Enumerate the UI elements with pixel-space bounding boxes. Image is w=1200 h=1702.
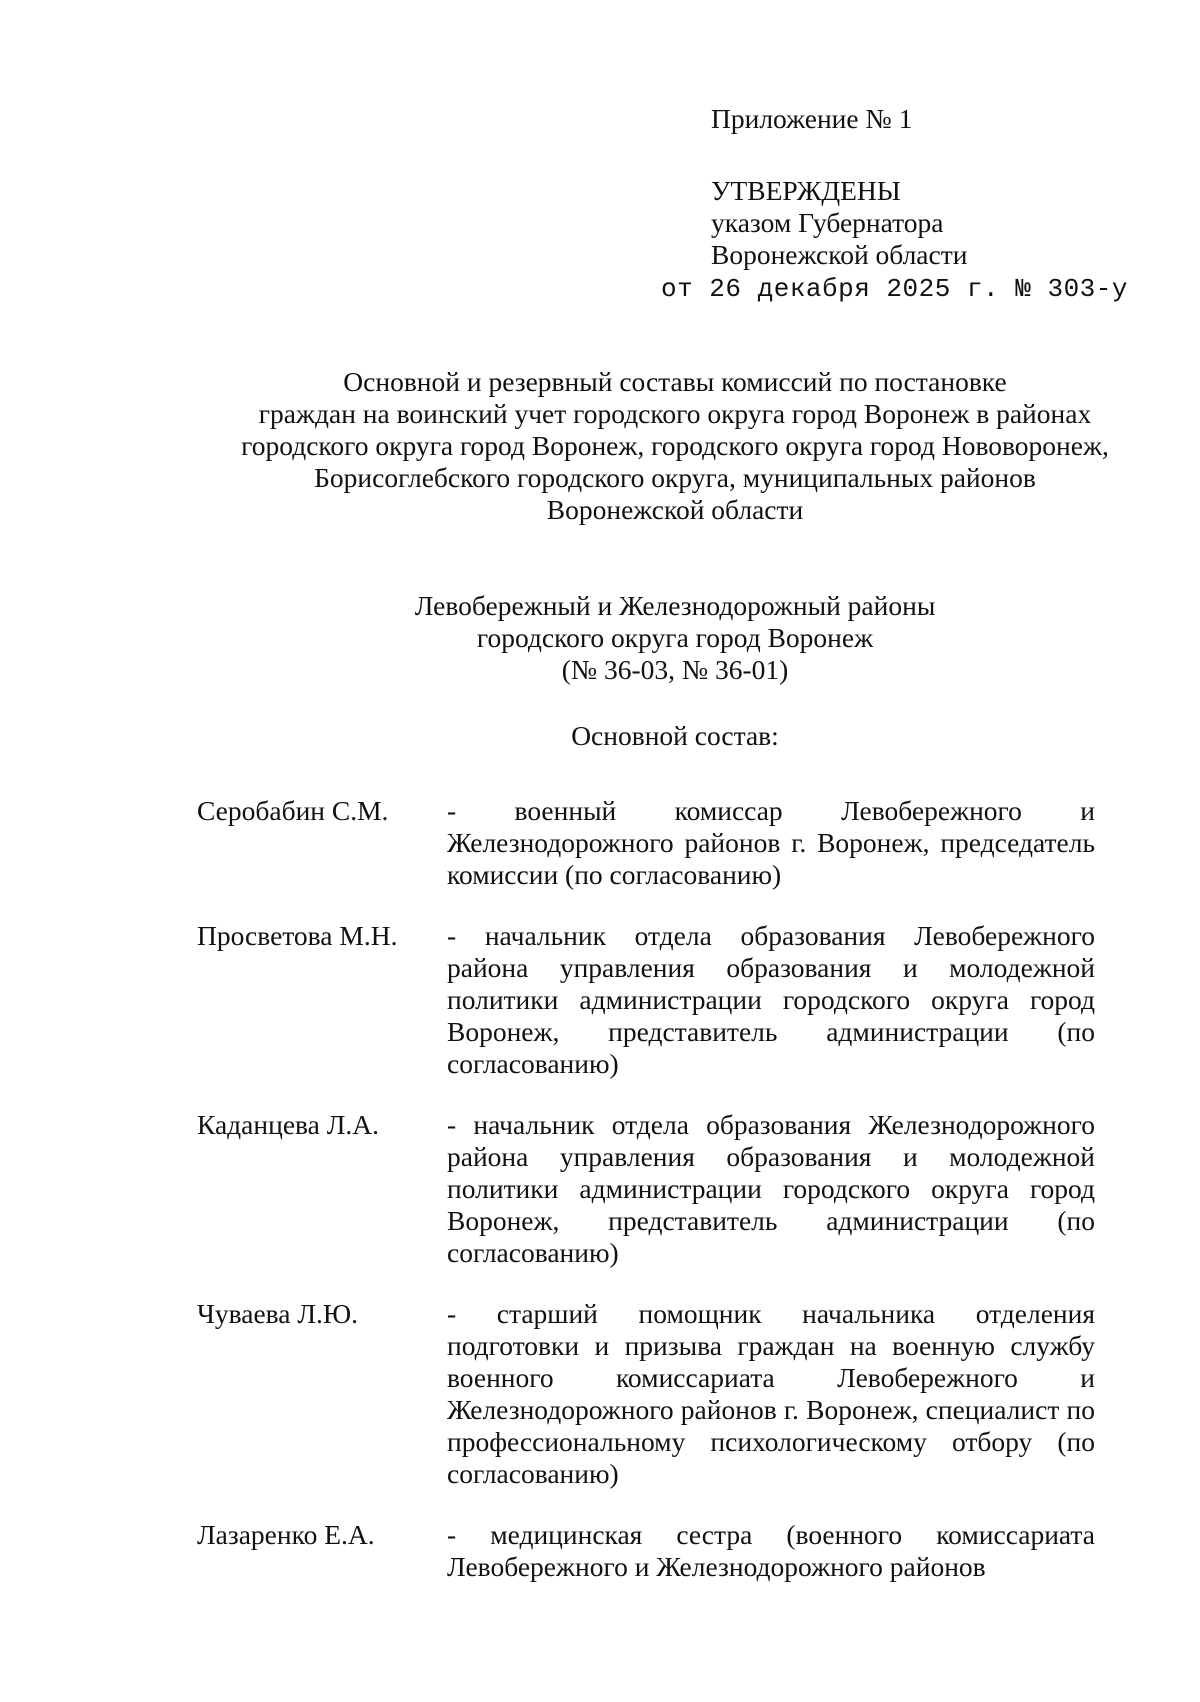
member-name: Просветова М.Н. xyxy=(197,920,398,951)
composition-heading: Основной состав: xyxy=(571,720,779,751)
member-role: - старший помощник начальника отделения подготовки и призыва граждан на военную службу военного комиссариата Левобережного и Железнодорожного районов г. Воронеж, специалист по профессиональному психологическому отбору (по согласованию) xyxy=(447,1298,1095,1489)
title-line: Борисоглебского городского округа, муниципальных районов xyxy=(314,462,1036,493)
document-title xyxy=(200,366,1150,526)
decree-issuer-line2: Воронежской области xyxy=(711,239,968,270)
member-row xyxy=(197,1109,1097,1269)
decree-issuer-line1: указом Губернатора xyxy=(711,207,944,238)
member-row xyxy=(197,1519,1097,1583)
title-line: Воронежской области xyxy=(546,494,804,525)
member-row xyxy=(197,1298,1097,1490)
title-line: городского округа город Воронеж, городского округа город Нововоронеж, xyxy=(241,430,1109,461)
member-row xyxy=(197,795,1097,891)
member-name: Лазаренко Е.А. xyxy=(197,1519,375,1550)
member-row xyxy=(197,920,1097,1080)
district-line: городского округа город Воронеж xyxy=(476,622,874,653)
member-role: - военный комиссар Левобережного и Железнодорожного районов г. Воронеж, председатель комиссии (по согласованию) xyxy=(447,795,1095,890)
member-role: - медицинская сестра (военного комиссариата Левобережного и Железнодорожного районов xyxy=(447,1519,1095,1582)
approved-stamp-text: УТВЕРЖДЕНЫ xyxy=(711,175,901,206)
district-heading xyxy=(330,590,1020,686)
approval-block xyxy=(661,103,1131,305)
title-line: Основной и резервный составы комиссий по постановке xyxy=(343,366,1007,397)
appendix-label: Приложение № 1 xyxy=(711,103,913,134)
district-codes: (№ 36-03, № 36-01) xyxy=(561,654,789,685)
district-line: Левобережный и Железнодорожный районы xyxy=(414,590,936,621)
decree-date: от 26 декабря 2025 г. № 303-у xyxy=(661,274,1128,304)
member-role: - начальник отдела образования Левобережного района управления образования и молодежной политики администрации городского округа город Воронеж, представитель администрации (по согласованию) xyxy=(447,920,1095,1079)
member-name: Каданцева Л.А. xyxy=(197,1109,379,1140)
member-name: Серобабин С.М. xyxy=(197,795,389,826)
member-role: - начальник отдела образования Железнодорожного района управления образования и молодежной политики администрации городского округа город Воронеж, представитель администрации (по согласованию) xyxy=(447,1109,1095,1268)
member-name: Чуваева Л.Ю. xyxy=(197,1298,359,1329)
members-list xyxy=(197,795,1097,1612)
title-line: граждан на воинский учет городского округа город Воронеж в районах xyxy=(258,398,1092,429)
